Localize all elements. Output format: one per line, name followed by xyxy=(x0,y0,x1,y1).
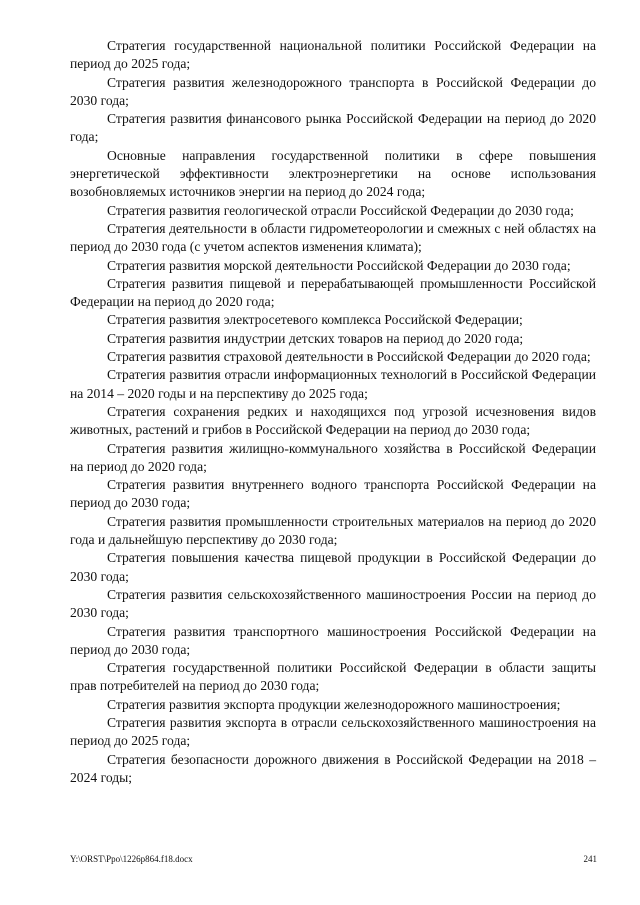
paragraph: Стратегия развития экспорта в отрасли сельскохозяйственного машиностроения на период до 2025 года; xyxy=(70,714,596,749)
paragraph: Стратегия безопасности дорожного движения в Российской Федерации на 2018 – 2024 годы; xyxy=(70,751,596,785)
paragraph: Стратегия развития сельскохозяйственного машиностроения России на период до 2030 года; xyxy=(70,586,596,621)
paragraph: Стратегия развития морской деятельности Российской Федерации до 2030 года; xyxy=(107,257,571,273)
paragraph: Стратегия развития финансового рынка Российской Федерации на период до 2020 года; xyxy=(70,111,596,145)
paragraph: Стратегия развития отрасли информационных технологий в Российской Федерации на 2014 – 2020 годы и на перспективу до 2025 года; xyxy=(70,367,596,401)
paragraph: Стратегия развития внутреннего водного транспорта Российской Федерации на период до 2030 года; xyxy=(70,477,596,511)
paragraph: Стратегия развития индустрии детских товаров на период до 2020 года; xyxy=(107,330,524,346)
paragraph: Стратегия деятельности в области гидрометеорологии и смежных с ней областях на период до 2030 года (с учетом аспектов изменения климата); xyxy=(70,220,596,255)
document-body xyxy=(70,37,596,787)
paragraph: Стратегия повышения качества пищевой продукции в Российской Федерации до 2030 года; xyxy=(70,550,596,584)
paragraph: Стратегия развития промышленности строительных материалов на период до 2020 года и дальнейшую перспективу до 2030 года; xyxy=(70,513,596,548)
footer-page-number: 241 xyxy=(583,854,597,864)
footer-file-path: Y:\ORST\Ppo\1226p864.f18.docx xyxy=(70,854,193,864)
paragraph: Стратегия государственной политики Российской Федерации в области защиты прав потребителей на период до 2030 года; xyxy=(70,660,596,694)
paragraph: Стратегия развития страховой деятельности в Российской Федерации до 2020 года; xyxy=(107,349,591,365)
paragraph: Стратегия развития электросетевого комплекса Российской Федерации; xyxy=(107,312,523,328)
paragraph: Стратегия развития пищевой и перерабатывающей промышленности Российской Федерации на период до 2020 года; xyxy=(70,275,596,310)
paragraph: Стратегия развития геологической отрасли Российской Федерации до 2030 года; xyxy=(107,202,574,218)
paragraph: Основные направления государственной политики в сфере повышения энергетической эффективности электроэнергетики на основе использования возобновляемых источников энергии на период до 2024 года; xyxy=(70,147,596,200)
page-footer xyxy=(70,854,597,864)
paragraph: Стратегия развития экспорта продукции железнодорожного машиностроения; xyxy=(107,696,561,712)
paragraph: Стратегия развития жилищно-коммунального хозяйства в Российской Федерации на период до 2020 года; xyxy=(70,440,596,474)
paragraph: Стратегия развития транспортного машиностроения Российской Федерации на период до 2030 года; xyxy=(70,623,596,657)
paragraph: Стратегия государственной национальной политики Российской Федерации на период до 2025 года; xyxy=(70,38,596,72)
paragraph: Стратегия сохранения редких и находящихся под угрозой исчезновения видов животных, растений и грибов в Российской Федерации на период до 2030 года; xyxy=(70,403,596,438)
paragraph: Стратегия развития железнодорожного транспорта в Российской Федерации до 2030 года; xyxy=(70,74,596,108)
